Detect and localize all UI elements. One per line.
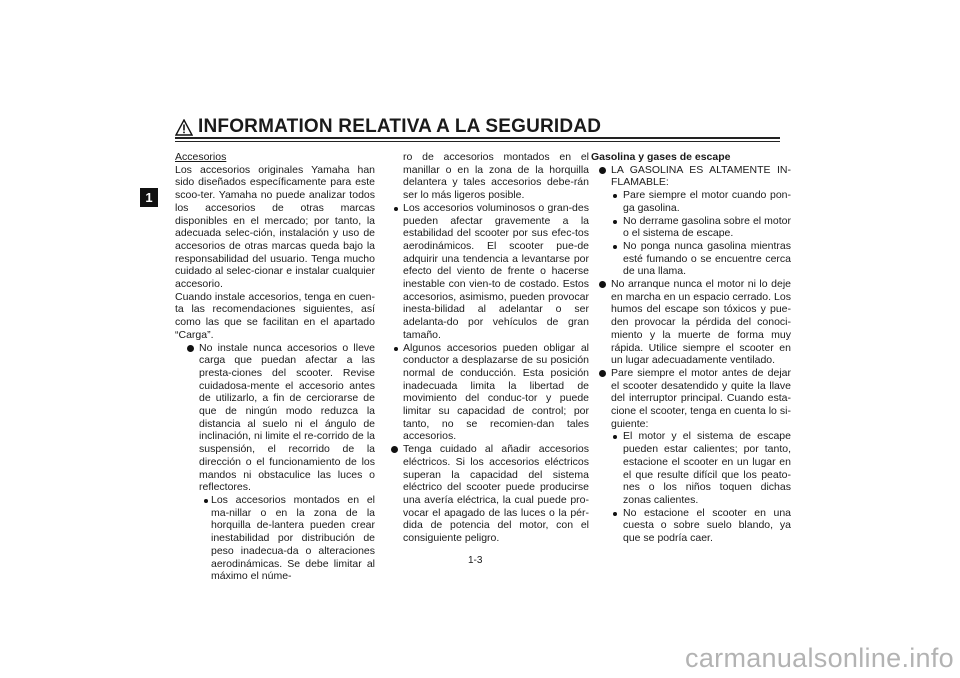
sub-bullet-text: El motor y el sistema de escape pueden estar calientes; por tanto, estacione el scooter en un lugar en el que resulte difícil que los peato-nes o los niños toquen dichas zonas calientes. xyxy=(623,430,791,506)
bullet-item xyxy=(389,443,589,545)
accesorios-subheading: Accesorios xyxy=(175,151,227,163)
bullet-dot-icon xyxy=(187,345,194,352)
small-bullet-dot-icon xyxy=(613,194,617,198)
sub-bullet-item xyxy=(591,240,791,278)
accesorios-instructions-paragraph: Cuando instale accesorios, tenga en cuen-ta las recomendaciones siguientes, así como las que se facilitan en el apartado “Carga”. xyxy=(175,290,375,341)
bullet-text: No arranque nunca el motor ni lo deje en marcha en un espacio cerrado. Los humos del escape son tóxicos y pue-den provocar la pérdida del conoci-miento y la muerte de forma muy rápida. Utilice siempre el scooter en un lugar adecuadamente ventilado. xyxy=(611,278,791,367)
gasolina-heading: Gasolina y gases de escape xyxy=(591,151,731,163)
sub-bullet-text: No ponga nunca gasolina mientras esté fumando o se encuentre cerca de una llama. xyxy=(623,239,791,278)
title-rule-thick xyxy=(175,137,780,139)
small-bullet-dot-icon xyxy=(394,207,398,211)
chapter-tab: 1 xyxy=(140,188,158,207)
sub-bullet-text: Pare siempre el motor cuando pon-ga gasolina. xyxy=(623,189,791,214)
small-bullet-dot-icon xyxy=(613,435,617,439)
sub-bullet-text: Los accesorios montados en el ma-nillar o en la zona de la horquilla de-lantera pueden crear inestabilidad por distribución de peso inadecua-da o alteraciones aerodinámicas. Se debe limitar al máximo el núme- xyxy=(211,493,375,583)
sub-bullet-item xyxy=(591,507,791,545)
sub-bullet-item xyxy=(175,494,375,583)
bullet-dot-icon xyxy=(599,167,606,174)
bullet-text: Tenga cuidado al añadir accesorios eléctricos. Si los accesorios eléctricos superan la capacidad del sistema eléctrico del scooter puede producirse una avería eléctrica, la cual puede pro-vocar el apagado de las luces o la pér-dida de potencia del motor, con el consiguiente peligro. xyxy=(403,443,589,545)
sub-bullet-item xyxy=(591,189,791,214)
sub-bullet-text: No estacione el scooter en una cuesta o sobre suelo blando, ya que se podría caer. xyxy=(623,506,791,545)
column-1 xyxy=(175,151,375,583)
bullet-item xyxy=(175,342,375,494)
page-title xyxy=(175,116,601,138)
small-bullet-dot-icon xyxy=(613,512,617,516)
small-bullet-dot-icon xyxy=(613,245,617,249)
sub-bullet-text: Algunos accesorios pueden obligar al conductor a desplazarse de su posición normal de conducción. Esta posición inadecuada limita la libertad de movimiento del conduc-tor y puede limitar su capacidad de control; por tanto, no se recomien-dan tales accesorios. xyxy=(403,341,589,443)
bullet-item xyxy=(591,164,791,189)
bullet-text: Pare siempre el motor antes de dejar el scooter desatendido y quite la llave del interruptor principal. Cuando esta-cione el scooter, tenga en cuenta lo si-guiente: xyxy=(611,366,791,430)
title-rule-thin xyxy=(175,141,780,142)
column-2 xyxy=(389,151,589,545)
bullet-item xyxy=(591,278,791,367)
page-number: 1-3 xyxy=(468,555,483,566)
small-bullet-dot-icon xyxy=(204,499,208,503)
sub-bullet-item xyxy=(591,430,791,506)
bullet-dot-icon xyxy=(599,370,606,377)
bullet-dot-icon xyxy=(391,446,398,453)
sub-bullet-text: No derrame gasolina sobre el motor o el sistema de escape. xyxy=(623,214,791,240)
watermark: carmanualsonline.info xyxy=(685,643,954,673)
page-title-text: INFORMATION RELATIVA A LA SEGURIDAD xyxy=(198,116,602,137)
accesorios-intro-paragraph: Los accesorios originales Yamaha han sido diseñados específicamente para este scoo-ter. Yamaha no puede analizar todos los accesorios de otras marcas disponibles en el mercado; por tanto, la adecuada selec-ción, instalación y uso de accesorios de otras marcas queda bajo la responsabilidad del usuario. Tenga mucho cuidado al selec-cionar e instalar cualquier accesorio. xyxy=(175,163,375,291)
sub-bullet-continuation xyxy=(389,151,589,202)
bullet-text: No instale nunca accesorios o lleve carga que puedan afectar a las presta-ciones del scooter. Revise cuidadosa-mente el accesorio antes de utilizarlo, a fin de cerciorarse de que de ningún modo reduzca la distancia al suelo ni el ángulo de inclinación, ni limite el re-corrido de la suspensión, el recorrido de la dirección o el funcionamiento de los mandos ni obstaculice las luces o reflectores. xyxy=(199,341,375,494)
sub-bullet-text: ro de accesorios montados en el manillar o en la zona de la horquilla delantera y tales accesorios debe-rán ser lo más ligeros posible. xyxy=(403,151,589,202)
warning-triangle-icon xyxy=(175,119,193,136)
small-bullet-dot-icon xyxy=(394,347,398,351)
sub-bullet-item xyxy=(389,342,589,444)
sub-bullet-text: Los accesorios voluminosos o gran-des pueden afectar gravemente a la estabilidad del scooter por sus efec-tos aerodinámicos. El scooter pue-de adquirir una tendencia a levantarse por efecto del viento de frente o hacerse inestable con vien-to de costado. Estos accesorios, asimismo, pueden provocar inesta-bilidad al adelantar o ser adelanta-do por vehículos de gran tamaño. xyxy=(403,201,589,341)
sub-bullet-item xyxy=(591,215,791,240)
bullet-dot-icon xyxy=(599,281,606,288)
bullet-text: LA GASOLINA ES ALTAMENTE IN-FLAMABLE: xyxy=(611,163,791,189)
bullet-item xyxy=(591,367,791,431)
column-3 xyxy=(591,151,791,545)
sub-bullet-item xyxy=(389,202,589,342)
small-bullet-dot-icon xyxy=(613,220,617,224)
